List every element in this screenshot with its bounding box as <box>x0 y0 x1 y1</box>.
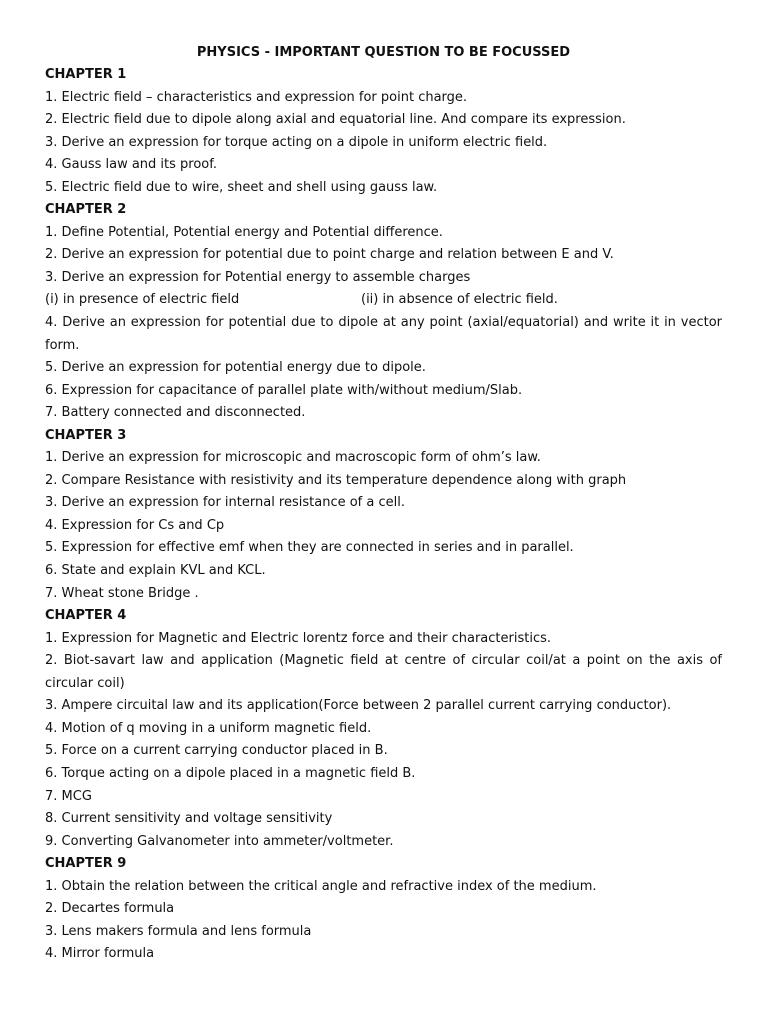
document-page <box>45 42 722 966</box>
chapter-2-item-1: 1. Define Potential, Potential energy and Potential difference. <box>45 224 443 240</box>
chapter-1-item-3: 3. Derive an expression for torque acting on a dipole in uniform electric field. <box>45 134 548 150</box>
chapter-9-item-1: 1. Obtain the relation between the critical angle and refractive index of the medium. <box>45 878 597 894</box>
chapter-4-item-9: 9. Converting Galvanometer into ammeter/voltmeter. <box>45 833 394 849</box>
chapter-4-item-3: 3. Ampere circuital law and its application(Force between 2 parallel current carrying conductor). <box>45 698 672 714</box>
chapter-2-item-2: 2. Derive an expression for potential due to point charge and relation between E and V. <box>45 247 614 263</box>
chapter-1-item-2: 2. Electric field due to dipole along axial and equatorial line. And compare its expression. <box>45 112 626 128</box>
chapter-3-item-2: 2. Compare Resistance with resistivity and its temperature dependence along with graph <box>45 472 627 488</box>
chapter-3-item-7: 7. Wheat stone Bridge . <box>45 585 199 601</box>
chapter-2-subitems <box>45 289 722 312</box>
chapter-2-item-7: 7. Battery connected and disconnected. <box>45 405 306 421</box>
chapter-2-item-6: 6. Expression for capacitance of parallel plate with/without medium/Slab. <box>45 382 523 398</box>
chapter-3-item-5: 5. Expression for effective emf when they are connected in series and in parallel. <box>45 540 574 556</box>
document-title: PHYSICS - IMPORTANT QUESTION TO BE FOCUSSED <box>196 45 571 60</box>
chapter-4-item-7: 7. MCG <box>45 788 92 804</box>
chapter-3-item-1: 1. Derive an expression for microscopic and macroscopic form of ohm’s law. <box>45 450 541 466</box>
chapter-9-item-2: 2. Decartes formula <box>45 901 175 917</box>
chapter-9-heading: CHAPTER 9 <box>45 856 127 872</box>
chapter-4-heading: CHAPTER 4 <box>45 608 127 624</box>
chapter-2-heading: CHAPTER 2 <box>45 202 127 218</box>
chapter-9-item-3: 3. Lens makers formula and lens formula <box>45 923 312 939</box>
chapter-4-item-8: 8. Current sensitivity and voltage sensitivity <box>45 811 333 827</box>
chapter-3-item-4: 4. Expression for Cs and Cp <box>45 517 225 533</box>
chapter-2-item-4: 4. Derive an expression for potential due to dipole at any point (axial/equatorial) and write it in vector form. <box>45 315 722 353</box>
chapter-4-item-5: 5. Force on a current carrying conductor placed in B. <box>45 743 388 759</box>
chapter-4-item-6: 6. Torque acting on a dipole placed in a magnetic field B. <box>45 765 416 781</box>
chapter-4-item-1: 1. Expression for Magnetic and Electric lorentz force and their characteristics. <box>45 630 551 646</box>
chapter-2-subitem-i: (i) in presence of electric field <box>45 292 240 308</box>
chapter-1-item-5: 5. Electric field due to wire, sheet and shell using gauss law. <box>45 179 438 195</box>
chapter-1-heading: CHAPTER 1 <box>45 67 127 82</box>
chapter-2-item-5: 5. Derive an expression for potential energy due to dipole. <box>45 360 426 376</box>
chapter-3-item-6: 6. State and explain KVL and KCL. <box>45 563 266 579</box>
chapter-3-heading: CHAPTER 3 <box>45 427 127 443</box>
chapter-1-item-4: 4. Gauss law and its proof. <box>45 157 218 173</box>
chapter-4-item-2: 2. Biot-savart law and application (Magnetic field at centre of circular coil/at a point on the axis of circular coil) <box>45 653 722 691</box>
chapter-4-item-4: 4. Motion of q moving in a uniform magnetic field. <box>45 720 372 736</box>
chapter-2-item-3: 3. Derive an expression for Potential energy to assemble charges <box>45 269 471 285</box>
chapter-3-item-3: 3. Derive an expression for internal resistance of a cell. <box>45 495 405 511</box>
chapter-2-subitem-ii: (ii) in absence of electric field. <box>361 292 558 308</box>
chapter-9-item-4: 4. Mirror formula <box>45 946 155 962</box>
chapter-1-item-1: 1. Electric field – characteristics and expression for point charge. <box>45 89 468 105</box>
